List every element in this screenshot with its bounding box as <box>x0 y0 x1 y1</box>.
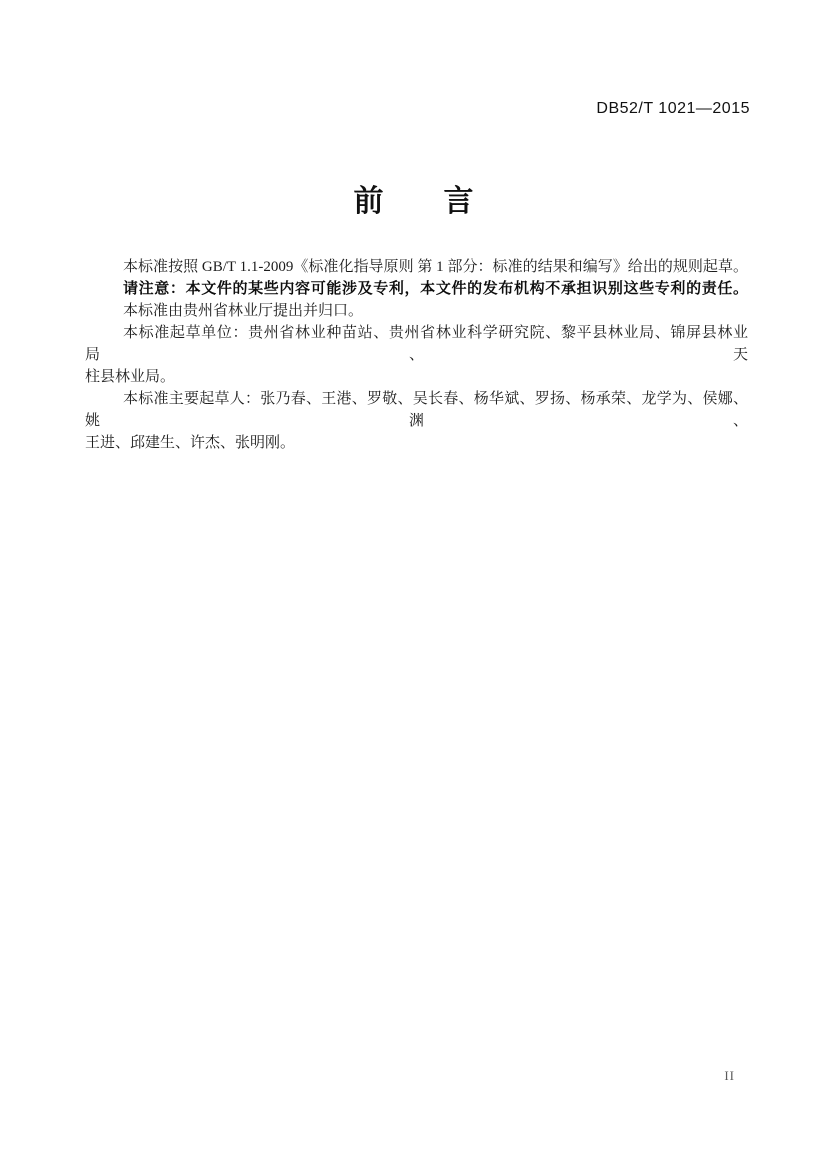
foreword-line-drafting-units-1: 本标准起草单位：贵州省林业种苗站、贵州省林业科学研究院、黎平县林业局、锦屏县林业局、天 <box>85 325 748 363</box>
foreword-line-drafters-2: 王进、邱建生、许杰、张明刚。 <box>85 435 296 451</box>
standard-code: DB52/T 1021—2015 <box>596 100 750 117</box>
foreword-line-rules: 本标准按照 GB/T 1.1-2009《标准化指导原则 第 1 部分：标准的结果和编写》给出的规则起草。 <box>123 259 748 275</box>
foreword-title: 前 言 <box>353 185 474 218</box>
foreword-line-drafting-units-2: 柱县林业局。 <box>85 369 176 385</box>
foreword-line-proposer: 本标准由贵州省林业厅提出并归口。 <box>123 303 364 319</box>
foreword-line-patent-notice: 请注意：本文件的某些内容可能涉及专利，本文件的发布机构不承担识别这些专利的责任。 <box>123 280 748 297</box>
page-number: II <box>724 1068 735 1083</box>
foreword-body <box>85 256 748 454</box>
foreword-line-drafters-1: 本标准主要起草人：张乃春、王港、罗敬、吴长春、杨华斌、罗扬、杨承荣、龙学为、侯娜、姚渊、 <box>85 391 748 429</box>
